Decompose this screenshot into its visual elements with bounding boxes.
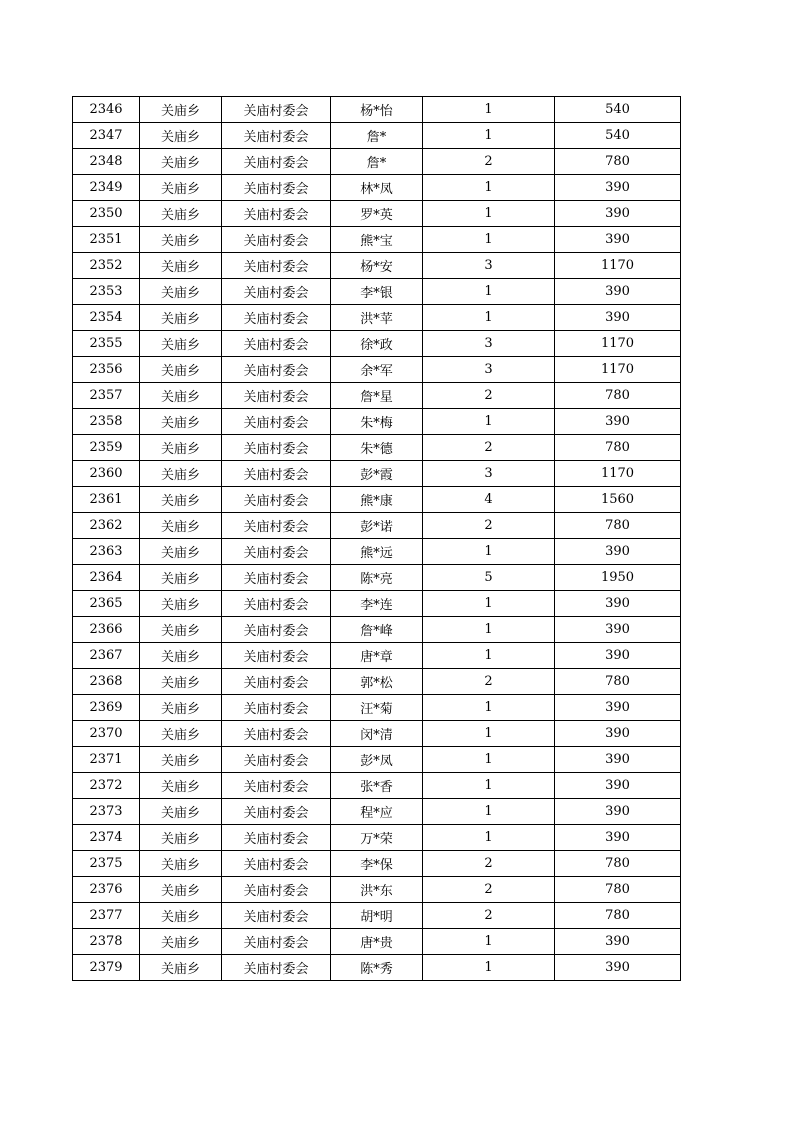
table-row [73, 591, 681, 617]
township-cell: 关庙乡 [140, 825, 222, 851]
table-row [73, 175, 681, 201]
count-cell: 2 [423, 435, 555, 461]
township-cell: 关庙乡 [140, 175, 222, 201]
name-cell: 彭*凤 [331, 747, 423, 773]
township-cell: 关庙乡 [140, 487, 222, 513]
row-number-cell: 2372 [73, 773, 140, 799]
township-cell: 关庙乡 [140, 721, 222, 747]
village-committee-cell: 关庙村委会 [222, 877, 331, 903]
amount-cell: 780 [555, 877, 681, 903]
count-cell: 2 [423, 513, 555, 539]
table-row [73, 279, 681, 305]
name-cell: 李*银 [331, 279, 423, 305]
count-cell: 1 [423, 617, 555, 643]
village-committee-cell: 关庙村委会 [222, 383, 331, 409]
name-cell: 熊*宝 [331, 227, 423, 253]
table-row [73, 331, 681, 357]
row-number-cell: 2376 [73, 877, 140, 903]
amount-cell: 780 [555, 669, 681, 695]
township-cell: 关庙乡 [140, 903, 222, 929]
amount-cell: 780 [555, 383, 681, 409]
amount-cell: 780 [555, 903, 681, 929]
village-committee-cell: 关庙村委会 [222, 305, 331, 331]
count-cell: 1 [423, 539, 555, 565]
count-cell: 1 [423, 695, 555, 721]
township-cell: 关庙乡 [140, 955, 222, 981]
table-row [73, 799, 681, 825]
village-committee-cell: 关庙村委会 [222, 97, 331, 123]
count-cell: 1 [423, 929, 555, 955]
name-cell: 唐*贵 [331, 929, 423, 955]
amount-cell: 780 [555, 149, 681, 175]
count-cell: 1 [423, 799, 555, 825]
row-number-cell: 2353 [73, 279, 140, 305]
township-cell: 关庙乡 [140, 747, 222, 773]
table-row [73, 955, 681, 981]
name-cell: 彭*诺 [331, 513, 423, 539]
row-number-cell: 2371 [73, 747, 140, 773]
name-cell: 朱*梅 [331, 409, 423, 435]
count-cell: 1 [423, 409, 555, 435]
count-cell: 1 [423, 747, 555, 773]
village-committee-cell: 关庙村委会 [222, 903, 331, 929]
table-row [73, 643, 681, 669]
name-cell: 徐*政 [331, 331, 423, 357]
table-row [73, 461, 681, 487]
name-cell: 詹*峰 [331, 617, 423, 643]
township-cell: 关庙乡 [140, 305, 222, 331]
township-cell: 关庙乡 [140, 227, 222, 253]
table-row [73, 773, 681, 799]
name-cell: 熊*远 [331, 539, 423, 565]
name-cell: 朱*德 [331, 435, 423, 461]
row-number-cell: 2378 [73, 929, 140, 955]
amount-cell: 1950 [555, 565, 681, 591]
name-cell: 杨*怡 [331, 97, 423, 123]
amount-cell: 390 [555, 591, 681, 617]
name-cell: 余*军 [331, 357, 423, 383]
township-cell: 关庙乡 [140, 279, 222, 305]
count-cell: 1 [423, 825, 555, 851]
row-number-cell: 2375 [73, 851, 140, 877]
township-cell: 关庙乡 [140, 929, 222, 955]
village-committee-cell: 关庙村委会 [222, 747, 331, 773]
name-cell: 林*凤 [331, 175, 423, 201]
row-number-cell: 2368 [73, 669, 140, 695]
name-cell: 万*荣 [331, 825, 423, 851]
township-cell: 关庙乡 [140, 409, 222, 435]
amount-cell: 390 [555, 409, 681, 435]
township-cell: 关庙乡 [140, 617, 222, 643]
township-cell: 关庙乡 [140, 461, 222, 487]
table-row [73, 695, 681, 721]
table-row [73, 903, 681, 929]
amount-cell: 390 [555, 643, 681, 669]
township-cell: 关庙乡 [140, 383, 222, 409]
township-cell: 关庙乡 [140, 435, 222, 461]
table-row [73, 565, 681, 591]
row-number-cell: 2354 [73, 305, 140, 331]
name-cell: 陈*秀 [331, 955, 423, 981]
row-number-cell: 2363 [73, 539, 140, 565]
table-row [73, 357, 681, 383]
amount-cell: 1560 [555, 487, 681, 513]
amount-cell: 780 [555, 435, 681, 461]
village-committee-cell: 关庙村委会 [222, 175, 331, 201]
table-row [73, 97, 681, 123]
village-committee-cell: 关庙村委会 [222, 123, 331, 149]
count-cell: 2 [423, 669, 555, 695]
village-committee-cell: 关庙村委会 [222, 487, 331, 513]
name-cell: 洪*东 [331, 877, 423, 903]
row-number-cell: 2369 [73, 695, 140, 721]
name-cell: 熊*康 [331, 487, 423, 513]
count-cell: 3 [423, 461, 555, 487]
amount-cell: 390 [555, 617, 681, 643]
count-cell: 1 [423, 773, 555, 799]
count-cell: 1 [423, 97, 555, 123]
name-cell: 胡*明 [331, 903, 423, 929]
township-cell: 关庙乡 [140, 877, 222, 903]
name-cell: 张*香 [331, 773, 423, 799]
table-row [73, 409, 681, 435]
name-cell: 郭*松 [331, 669, 423, 695]
count-cell: 1 [423, 175, 555, 201]
township-cell: 关庙乡 [140, 565, 222, 591]
count-cell: 3 [423, 357, 555, 383]
amount-cell: 390 [555, 825, 681, 851]
count-cell: 1 [423, 643, 555, 669]
row-number-cell: 2364 [73, 565, 140, 591]
amount-cell: 390 [555, 539, 681, 565]
row-number-cell: 2355 [73, 331, 140, 357]
village-committee-cell: 关庙村委会 [222, 799, 331, 825]
township-cell: 关庙乡 [140, 669, 222, 695]
village-committee-cell: 关庙村委会 [222, 409, 331, 435]
village-committee-cell: 关庙村委会 [222, 435, 331, 461]
amount-cell: 390 [555, 279, 681, 305]
count-cell: 2 [423, 383, 555, 409]
data-table [72, 96, 681, 981]
village-committee-cell: 关庙村委会 [222, 149, 331, 175]
row-number-cell: 2362 [73, 513, 140, 539]
village-committee-cell: 关庙村委会 [222, 279, 331, 305]
table-row [73, 513, 681, 539]
count-cell: 3 [423, 331, 555, 357]
amount-cell: 390 [555, 747, 681, 773]
village-committee-cell: 关庙村委会 [222, 201, 331, 227]
village-committee-cell: 关庙村委会 [222, 643, 331, 669]
row-number-cell: 2350 [73, 201, 140, 227]
township-cell: 关庙乡 [140, 97, 222, 123]
amount-cell: 390 [555, 201, 681, 227]
name-cell: 程*应 [331, 799, 423, 825]
township-cell: 关庙乡 [140, 591, 222, 617]
township-cell: 关庙乡 [140, 123, 222, 149]
row-number-cell: 2365 [73, 591, 140, 617]
village-committee-cell: 关庙村委会 [222, 357, 331, 383]
count-cell: 5 [423, 565, 555, 591]
table-row [73, 487, 681, 513]
count-cell: 1 [423, 123, 555, 149]
amount-cell: 780 [555, 513, 681, 539]
village-committee-cell: 关庙村委会 [222, 955, 331, 981]
row-number-cell: 2349 [73, 175, 140, 201]
amount-cell: 390 [555, 721, 681, 747]
village-committee-cell: 关庙村委会 [222, 851, 331, 877]
village-committee-cell: 关庙村委会 [222, 461, 331, 487]
township-cell: 关庙乡 [140, 773, 222, 799]
township-cell: 关庙乡 [140, 513, 222, 539]
amount-cell: 780 [555, 851, 681, 877]
row-number-cell: 2367 [73, 643, 140, 669]
row-number-cell: 2359 [73, 435, 140, 461]
village-committee-cell: 关庙村委会 [222, 825, 331, 851]
village-committee-cell: 关庙村委会 [222, 591, 331, 617]
name-cell: 詹*星 [331, 383, 423, 409]
row-number-cell: 2351 [73, 227, 140, 253]
amount-cell: 390 [555, 799, 681, 825]
village-committee-cell: 关庙村委会 [222, 565, 331, 591]
table-row [73, 253, 681, 279]
row-number-cell: 2356 [73, 357, 140, 383]
township-cell: 关庙乡 [140, 331, 222, 357]
name-cell: 李*保 [331, 851, 423, 877]
township-cell: 关庙乡 [140, 357, 222, 383]
count-cell: 1 [423, 305, 555, 331]
village-committee-cell: 关庙村委会 [222, 331, 331, 357]
row-number-cell: 2374 [73, 825, 140, 851]
name-cell: 唐*章 [331, 643, 423, 669]
table-row [73, 877, 681, 903]
table-row [73, 617, 681, 643]
row-number-cell: 2352 [73, 253, 140, 279]
table-row [73, 721, 681, 747]
amount-cell: 390 [555, 929, 681, 955]
table-body [73, 97, 681, 981]
table-row [73, 669, 681, 695]
table-row [73, 825, 681, 851]
township-cell: 关庙乡 [140, 851, 222, 877]
name-cell: 闵*清 [331, 721, 423, 747]
name-cell: 詹* [331, 149, 423, 175]
row-number-cell: 2373 [73, 799, 140, 825]
count-cell: 1 [423, 721, 555, 747]
count-cell: 1 [423, 955, 555, 981]
village-committee-cell: 关庙村委会 [222, 253, 331, 279]
row-number-cell: 2358 [73, 409, 140, 435]
count-cell: 3 [423, 253, 555, 279]
count-cell: 4 [423, 487, 555, 513]
township-cell: 关庙乡 [140, 149, 222, 175]
row-number-cell: 2357 [73, 383, 140, 409]
township-cell: 关庙乡 [140, 695, 222, 721]
name-cell: 杨*安 [331, 253, 423, 279]
amount-cell: 390 [555, 773, 681, 799]
table-row [73, 149, 681, 175]
count-cell: 2 [423, 903, 555, 929]
name-cell: 彭*霞 [331, 461, 423, 487]
village-committee-cell: 关庙村委会 [222, 669, 331, 695]
table-row [73, 435, 681, 461]
table-row [73, 123, 681, 149]
name-cell: 洪*苹 [331, 305, 423, 331]
village-committee-cell: 关庙村委会 [222, 695, 331, 721]
village-committee-cell: 关庙村委会 [222, 721, 331, 747]
village-committee-cell: 关庙村委会 [222, 227, 331, 253]
row-number-cell: 2361 [73, 487, 140, 513]
amount-cell: 1170 [555, 357, 681, 383]
row-number-cell: 2348 [73, 149, 140, 175]
village-committee-cell: 关庙村委会 [222, 513, 331, 539]
name-cell: 汪*菊 [331, 695, 423, 721]
name-cell: 罗*英 [331, 201, 423, 227]
village-committee-cell: 关庙村委会 [222, 539, 331, 565]
count-cell: 2 [423, 851, 555, 877]
table-row [73, 201, 681, 227]
amount-cell: 390 [555, 695, 681, 721]
village-committee-cell: 关庙村委会 [222, 929, 331, 955]
amount-cell: 390 [555, 955, 681, 981]
name-cell: 李*连 [331, 591, 423, 617]
village-committee-cell: 关庙村委会 [222, 773, 331, 799]
name-cell: 陈*亮 [331, 565, 423, 591]
amount-cell: 1170 [555, 253, 681, 279]
row-number-cell: 2379 [73, 955, 140, 981]
amount-cell: 390 [555, 305, 681, 331]
amount-cell: 540 [555, 123, 681, 149]
table-row [73, 929, 681, 955]
township-cell: 关庙乡 [140, 539, 222, 565]
row-number-cell: 2377 [73, 903, 140, 929]
row-number-cell: 2370 [73, 721, 140, 747]
amount-cell: 390 [555, 175, 681, 201]
table-row [73, 747, 681, 773]
table-row [73, 383, 681, 409]
count-cell: 1 [423, 279, 555, 305]
row-number-cell: 2366 [73, 617, 140, 643]
table-row [73, 539, 681, 565]
count-cell: 2 [423, 877, 555, 903]
name-cell: 詹* [331, 123, 423, 149]
count-cell: 1 [423, 201, 555, 227]
township-cell: 关庙乡 [140, 643, 222, 669]
amount-cell: 540 [555, 97, 681, 123]
township-cell: 关庙乡 [140, 201, 222, 227]
village-committee-cell: 关庙村委会 [222, 617, 331, 643]
count-cell: 1 [423, 591, 555, 617]
amount-cell: 1170 [555, 461, 681, 487]
township-cell: 关庙乡 [140, 799, 222, 825]
row-number-cell: 2360 [73, 461, 140, 487]
amount-cell: 1170 [555, 331, 681, 357]
row-number-cell: 2346 [73, 97, 140, 123]
table-row [73, 305, 681, 331]
table-row [73, 227, 681, 253]
township-cell: 关庙乡 [140, 253, 222, 279]
amount-cell: 390 [555, 227, 681, 253]
table-row [73, 851, 681, 877]
row-number-cell: 2347 [73, 123, 140, 149]
count-cell: 2 [423, 149, 555, 175]
count-cell: 1 [423, 227, 555, 253]
